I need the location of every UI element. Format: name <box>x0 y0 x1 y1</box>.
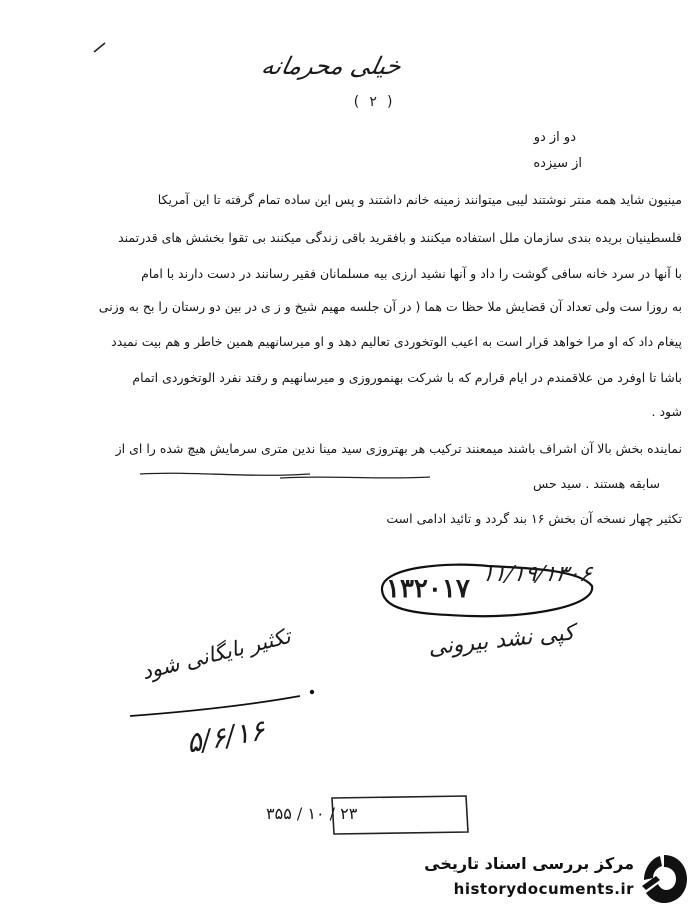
registration-stamp <box>370 556 600 622</box>
bottom-stamp-text: ۳۵۵ / ۱۰ / ۲۳ <box>266 804 358 823</box>
body-line: باشا تا اوفرد من علاقمندم در ایام قرارم که با شرکت بهنموروزی و میرسانهیم و رفتد نفرد الوتخوردی اتمام <box>132 370 682 385</box>
watermark-title: مرکز بررسی اسناد تاریخی <box>424 854 634 873</box>
watermark <box>402 850 692 908</box>
body-line: مینیون شاید همه منتر نوشتند لیبی میتوانند زمینه خانم داشتند و پس این ساده تمام گرفته تا این آمریکا <box>157 192 682 207</box>
body-line: شود . <box>651 404 682 419</box>
handwritten-note-left: تکثیر بایگانی شود <box>139 623 293 685</box>
note-line2: سابقه هستند . سید حس <box>533 476 660 491</box>
body-line: به روزا ست ولی تعداد آن قضایش ملا حظا ت هما ( در آن جلسه مهیم شیخ و ز ی در بین دو رستان را بح به وزنی <box>98 299 682 314</box>
bottom-stamp <box>262 792 472 840</box>
signature-line <box>124 676 324 726</box>
handwritten-title: خیلی محرمانه <box>259 52 404 80</box>
body-line: فلسطینیان بریده بندی سازمان ملل استفاده میکنند و بافقرید باقی زندگی میکنند بی تقوا بخشش های قدرتمند <box>118 230 682 245</box>
pen-mark <box>92 40 108 54</box>
handwritten-note-right: کپی نشد بیرونی <box>427 620 576 661</box>
page-number: ( ۲ ) <box>352 94 395 110</box>
underline-marks <box>130 460 530 486</box>
copy-note-line2: از سیزده <box>533 156 582 171</box>
archive-logo-icon <box>638 852 690 906</box>
copy-note-line1: دو از دو <box>533 130 576 145</box>
stamp-number: ۱۳۲۰۱۷ <box>386 574 470 604</box>
body-line: با آنها در سرد خانه سافی گوشت را داد و آنها نشید ارزی بیه مسلمانان فقیر رسانند در دست دارند با امام <box>141 266 682 281</box>
watermark-url: historydocuments.ir <box>453 880 634 898</box>
body-line: پیغام داد که او مرا خواهد قرار است به اعیب الوتخوردی تعالیم دهد و او میرسانهیم همین خاطر و هم بیت نمیدد <box>111 334 682 349</box>
closing-line: تکثیر چهار نسخه آن بخش ۱۶ بند گردد و تائید ادامی است <box>386 511 682 526</box>
note-line1: نماینده بخش بالا آن اشراف باشند میمعنند ترکیب هر بهتروزی سید مینا ندین متری سرمایش هیچ شده را ای از <box>115 441 682 456</box>
handwritten-date: ۵/۶/۱۶ <box>183 713 268 760</box>
stamp-date: ۱۱/۱۹/۱۳۰۶ <box>479 562 594 587</box>
